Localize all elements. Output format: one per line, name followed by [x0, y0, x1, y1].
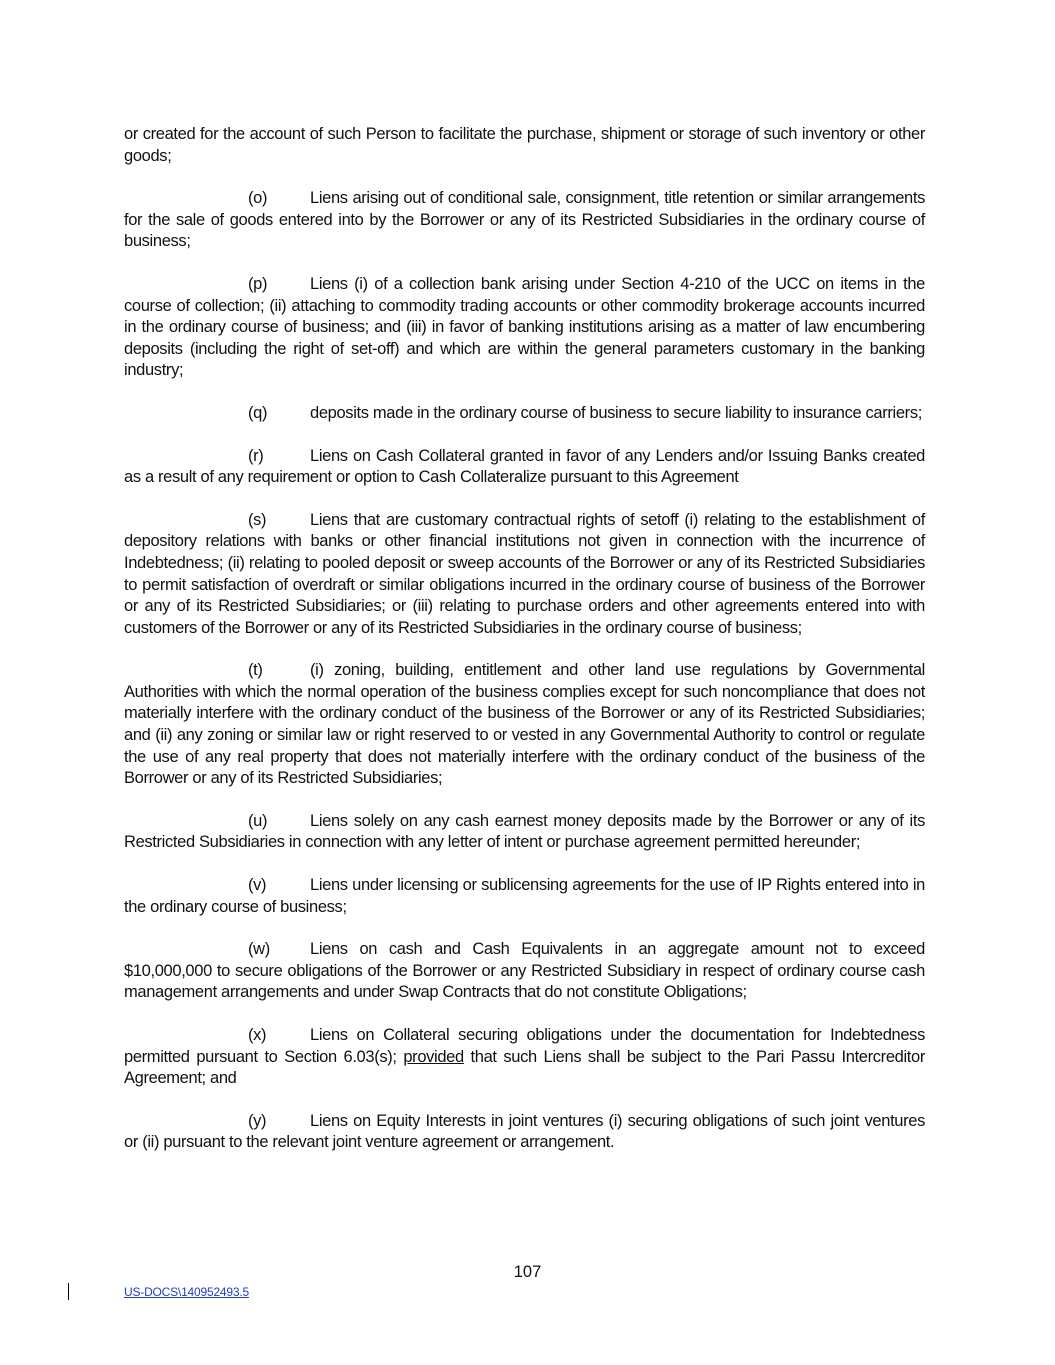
- clause-label: (w): [248, 940, 270, 959]
- clause-t: [124, 660, 925, 790]
- provided-term: provided: [403, 1047, 464, 1066]
- clause-label: (u): [248, 811, 268, 830]
- clause-y: [124, 1111, 925, 1154]
- clause-label: (q): [248, 403, 268, 422]
- clause-text: Liens (i) of a collection bank arising under Section 4-210 of the UCC on items in the course of collection; (ii) attaching to commodity trading accounts or other commodity brokerage accounts incurred in the ordinary course of business; and (iii) in favor of banking institutions arising as a matter of law encumbering deposits (including the right of set-off) and which are within the general parameters customary in the banking industry;: [124, 274, 925, 380]
- clause-text: Liens that are customary contractual rights of setoff (i) relating to the establishment of depository relations with banks or other financial institutions not given in connection with the incurrence of Indebtedness; (ii) relating to pooled deposit or sweep accounts of the Borrower or any of its Restricted Subsidiaries to permit satisfaction of overdraft or similar obligations incurred in the ordinary course of business of the Borrower or any of its Restricted Subsidiaries; or (iii) relating to purchase orders and other agreements entered into with customers of the Borrower or any of its Restricted Subsidiaries in the ordinary course of business;: [124, 510, 925, 637]
- document-id-link[interactable]: US-DOCS\140952493.5: [124, 1285, 249, 1299]
- clause-label: (t): [248, 661, 263, 680]
- clause-r: [124, 446, 925, 489]
- clause-x: [124, 1025, 925, 1090]
- clause-text: Liens under licensing or sublicensing agreements for the use of IP Rights entered into in the ordinary course of business;: [124, 876, 925, 916]
- clause-text-after: that such Liens shall be subject to the Pari Passu Intercreditor Agreement; and: [124, 1047, 925, 1088]
- clause-q: [124, 403, 925, 425]
- clause-text: deposits made in the ordinary course of business to secure liability to insurance carriers;: [310, 403, 922, 422]
- clause-v: [124, 875, 925, 918]
- clause-text: Liens on Cash Collateral granted in favor of any Lenders and/or Issuing Banks created as a result of any requirement or option to Cash Collateralize pursuant to this Agreement: [124, 446, 925, 487]
- clause-text: Liens on cash and Cash Equivalents in an aggregate amount not to exceed $10,000,000 to secure obligations of the Borrower or any Restricted Subsidiary in respect of ordinary course cash management arrangements and under Swap Contracts that do not constitute Obligations;: [124, 940, 925, 1002]
- clause-text: Liens on Collateral securing obligations under the documentation for Indebtedness permitted pursuant to Section 6.03(s);: [124, 1026, 925, 1066]
- clause-text: Liens solely on any cash earnest money deposits made by the Borrower or any of its Restricted Subsidiaries in connection with any letter of intent or purchase agreement permitted hereunder;: [124, 811, 925, 852]
- clause-s: [124, 510, 925, 640]
- clause-text: (i) zoning, building, entitlement and other land use regulations by Governmental Authorities with which the normal operation of the business complies except for such noncompliance that does not materially interfere with the ordinary conduct of the business of the Borrower or any of its Restricted Subsidiaries; and (ii) any zoning or similar law or right reserved to or vested in any Governmental Authority to control or regulate the use of any real property that does not materially interfere with the ordinary conduct of the business of the Borrower or any of its Restricted Subsidiaries;: [124, 661, 925, 788]
- clause-label: (s): [248, 510, 267, 529]
- clause-label: (r): [248, 446, 264, 465]
- clause-label: (p): [248, 274, 268, 293]
- clause-label: (o): [248, 189, 268, 208]
- clause-w: [124, 939, 925, 1004]
- clause-u: [124, 811, 925, 854]
- change-bar: [68, 1283, 69, 1300]
- clause-text: Liens arising out of conditional sale, consignment, title retention or similar arrangements for the sale of goods entered into by the Borrower or any of its Restricted Subsidiaries in the ordinary course of business;: [124, 189, 925, 251]
- continuation-paragraph: or created for the account of such Person to facilitate the purchase, shipment or storage of such inventory or other goods;: [124, 125, 925, 165]
- clause-text: Liens on Equity Interests in joint ventures (i) securing obligations of such joint ventures or (ii) pursuant to the relevant joint venture agreement or arrangement.: [124, 1111, 925, 1152]
- clause-label: (v): [248, 876, 267, 895]
- clause-label: (y): [248, 1111, 267, 1130]
- clause-p: [124, 274, 925, 382]
- clause-label: (x): [248, 1026, 267, 1044]
- page-number: 107: [513, 1263, 542, 1281]
- clause-o: [124, 188, 925, 253]
- document-body: [124, 124, 925, 1175]
